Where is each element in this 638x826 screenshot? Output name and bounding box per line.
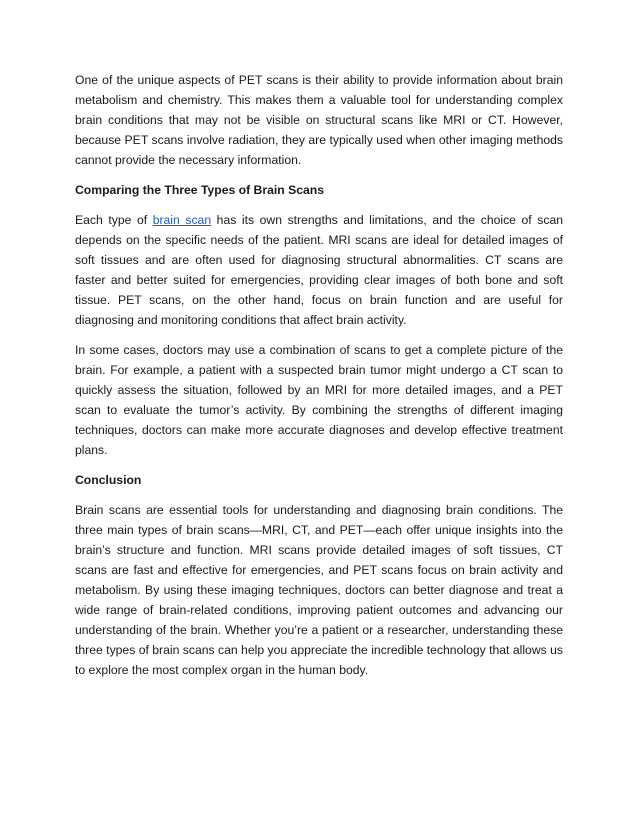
brain-scan-link[interactable]: brain scan xyxy=(152,213,212,227)
spacer xyxy=(75,330,563,340)
conclusion-paragraph: Brain scans are essential tools for understanding and diagnosing brain conditions. The three main types of brain scans—MRI, CT, and PET—each offer unique insights into the brain’s structure and function. MRI scans provide detailed images of soft tissues, CT scans are fast and effective for emergencies, and PET scans focus on brain activity and metabolism. By using these imaging techniques, doctors can better diagnose and treat a wide range of brain-related conditions, improving patient outcomes and advancing our understanding of the brain. Whether you’re a patient or a researcher, understanding these three types of brain scans can help you appreciate the incredible technology that allows us to explore the most complex organ in the human body. xyxy=(75,503,563,677)
conclusion-heading: Conclusion xyxy=(75,473,142,487)
spacer xyxy=(75,460,563,470)
intro-paragraph: One of the unique aspects of PET scans is their ability to provide information about brain metabolism and chemistry. This makes them a valuable tool for understanding complex brain conditions that may not be visible on structural scans like MRI or CT. However, because PET scans involve radiation, they are typically used when other imaging methods cannot provide the necessary information. xyxy=(75,73,563,167)
comparison-paragraph xyxy=(75,210,563,330)
spacer xyxy=(75,490,563,500)
comparison-paragraph-lead: Each type of xyxy=(75,213,153,227)
combination-paragraph: In some cases, doctors may use a combination of scans to get a complete picture of the brain. For example, a patient with a suspected brain tumor might undergo a CT scan to quickly assess the situation, followed by an MRI for more detailed images, and a PET scan to evaluate the tumor’s activity. By combining the strengths of different imaging techniques, doctors can make more accurate diagnoses and develop effective treatment plans. xyxy=(75,343,563,457)
comparison-paragraph-rest: has its own strengths and limitations, and the choice of scan depends on the specific needs of the patient. MRI scans are ideal for detailed images of soft tissues and are often used for diagnosing structural abnormalities. CT scans are faster and better suited for emergencies, providing clear images of both bone and soft tissue. PET scans, on the other hand, focus on brain function and are useful for diagnosing and monitoring conditions that affect brain activity. xyxy=(75,213,564,327)
spacer xyxy=(75,170,563,180)
comparison-heading: Comparing the Three Types of Brain Scans xyxy=(75,183,324,197)
spacer xyxy=(75,200,563,210)
document-page xyxy=(75,70,563,680)
